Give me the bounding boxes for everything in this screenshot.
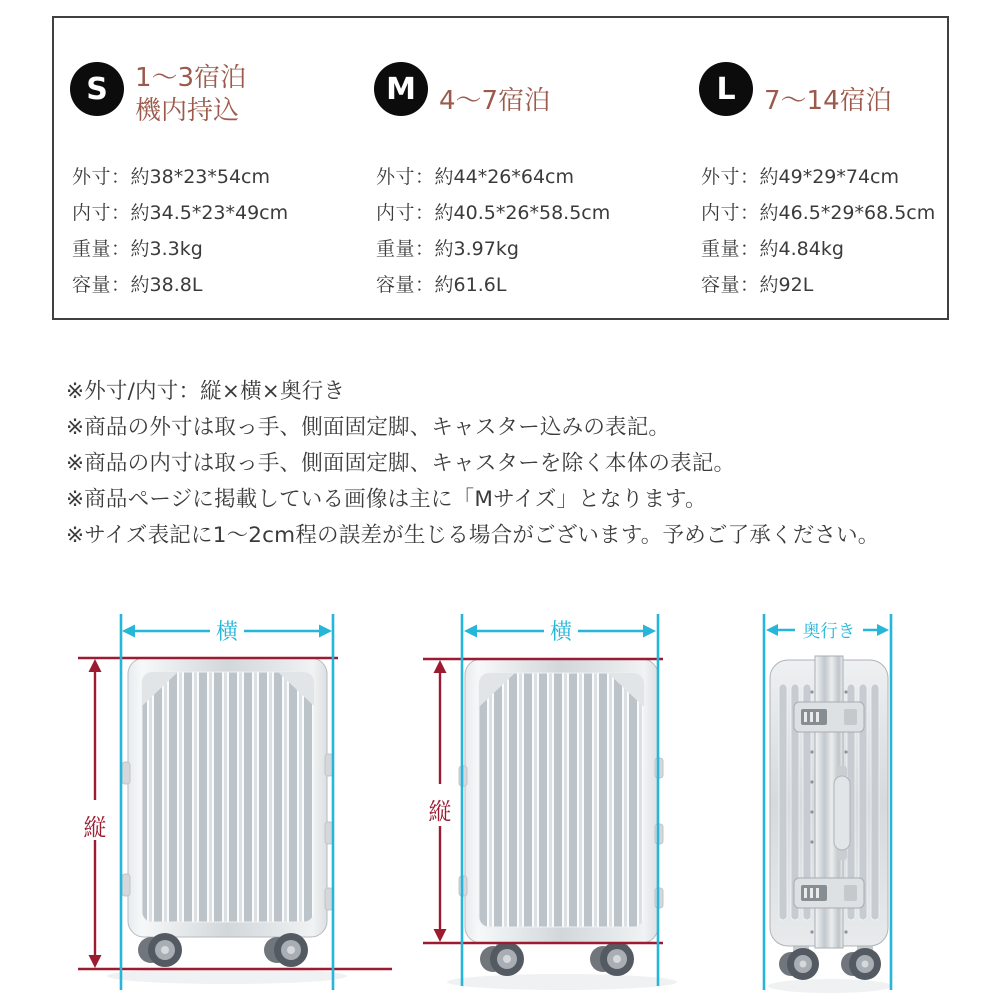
width-arrowhead-right — [643, 625, 656, 638]
spec-value: 約49*29*74cm — [759, 166, 900, 188]
height-label: 縦 — [428, 799, 452, 825]
size-title-line: 7〜14宿泊 — [764, 86, 892, 116]
figures-section — [0, 608, 1000, 998]
wheel-right — [264, 933, 308, 967]
size-header-m — [374, 62, 704, 162]
width-arrowhead-left — [122, 625, 135, 638]
side-groove — [779, 684, 787, 920]
wheel-right — [841, 948, 881, 980]
size-card-s — [70, 62, 370, 296]
size-title-line: 1〜3宿泊 — [135, 63, 247, 93]
size-title-line: 4〜7宿泊 — [439, 86, 551, 116]
suitcase-front-illustration — [122, 658, 333, 967]
spec-value: 約34.5*23*49cm — [130, 202, 289, 224]
size-badge-m: M — [374, 62, 428, 116]
width-arrowhead-left — [464, 625, 477, 638]
figure-front-outer — [62, 608, 392, 998]
shadow — [447, 974, 677, 990]
notes-section — [66, 374, 880, 554]
note-line: ※商品の外寸は取っ手、側面固定脚、キャスター込みの表記。 — [66, 415, 671, 440]
height-arrowhead-up — [89, 659, 102, 672]
spec-list-m — [376, 159, 610, 303]
shadow — [107, 968, 347, 984]
spec-row — [376, 195, 610, 231]
size-badge-s: S — [70, 62, 124, 116]
size-title-m — [439, 85, 550, 118]
spec-value: 約61.6L — [434, 274, 507, 296]
spec-row — [376, 231, 610, 267]
note-line: ※サイズ表記に1〜2cm程の誤差が生じる場合がございます。予めご了承ください。 — [66, 523, 880, 548]
height-arrowhead-down — [434, 929, 447, 942]
side-handle — [834, 766, 850, 860]
height-arrowhead-down — [89, 955, 102, 968]
wheel-right — [590, 942, 634, 976]
spec-label: 重量： — [376, 238, 435, 260]
depth-arrowhead-left — [766, 624, 778, 636]
ribbed-shell — [142, 672, 314, 922]
wheel-left — [779, 948, 819, 980]
spec-row — [72, 267, 288, 303]
size-header-s — [70, 62, 370, 162]
spec-value: 約38*23*54cm — [130, 166, 271, 188]
spec-value: 約38.8L — [130, 274, 203, 296]
spec-row — [701, 231, 935, 267]
spec-label: 外寸： — [376, 166, 435, 188]
height-label: 縦 — [83, 815, 107, 841]
tsa-lock-bottom — [794, 878, 864, 908]
width-label: 横 — [215, 620, 239, 645]
spec-row — [376, 159, 610, 195]
height-arrowhead-up — [434, 660, 447, 673]
spec-value: 約4.84kg — [759, 238, 844, 260]
spec-value: 約3.97kg — [434, 238, 519, 260]
wheel-left — [138, 933, 182, 967]
width-arrowhead-right — [319, 625, 332, 638]
size-title-line: 機内持込 — [135, 96, 240, 126]
spec-label: 重量： — [701, 238, 760, 260]
spec-value: 約44*26*64cm — [434, 166, 575, 188]
spec-row — [72, 231, 288, 267]
spec-row — [701, 267, 935, 303]
side-groove — [871, 684, 879, 920]
size-title-s — [135, 62, 246, 128]
spec-list-s — [72, 159, 288, 303]
spec-value: 約92L — [759, 274, 814, 296]
spec-label: 容量： — [701, 274, 760, 296]
suitcase-front-illustration — [459, 659, 663, 976]
spec-row — [72, 195, 288, 231]
size-card-l — [699, 62, 954, 296]
suitcase-side-illustration — [770, 656, 888, 980]
note-line: ※商品の内寸は取っ手、側面固定脚、キャスターを除く本体の表記。 — [66, 451, 736, 476]
depth-label: 奥行き — [802, 622, 856, 642]
note-line: ※商品ページに掲載している画像は主に「Mサイズ」となります。 — [66, 487, 707, 512]
note-line: ※外寸/内寸：縦×横×奥行き — [66, 379, 346, 404]
size-card-m — [374, 62, 704, 296]
size-title-l — [764, 85, 892, 118]
depth-arrowhead-right — [877, 624, 889, 636]
spec-row — [376, 267, 610, 303]
side-latch — [122, 762, 130, 784]
size-chart-panel — [52, 16, 949, 320]
spec-value: 約46.5*29*68.5cm — [759, 202, 936, 224]
spec-label: 外寸： — [72, 166, 131, 188]
spec-label: 内寸： — [376, 202, 435, 224]
spec-label: 外寸： — [701, 166, 760, 188]
spec-row — [72, 159, 288, 195]
spec-row — [701, 195, 935, 231]
spec-label: 容量： — [376, 274, 435, 296]
spec-value: 約3.3kg — [130, 238, 203, 260]
tsa-lock-top — [794, 702, 864, 732]
figure-front-inner — [402, 608, 732, 998]
spec-label: 内寸： — [72, 202, 131, 224]
size-header-l — [699, 62, 954, 162]
width-label: 横 — [549, 620, 573, 645]
spec-label: 重量： — [72, 238, 131, 260]
spec-label: 内寸： — [701, 202, 760, 224]
spec-list-l — [701, 159, 935, 303]
ribbed-shell — [479, 673, 644, 927]
wheel-left — [480, 942, 524, 976]
spec-label: 容量： — [72, 274, 131, 296]
side-latch — [122, 874, 130, 896]
spec-value: 約40.5*26*58.5cm — [434, 202, 611, 224]
shadow — [768, 979, 892, 993]
figure-side-depth — [745, 608, 915, 998]
size-badge-l: L — [699, 62, 753, 116]
spec-row — [701, 159, 935, 195]
